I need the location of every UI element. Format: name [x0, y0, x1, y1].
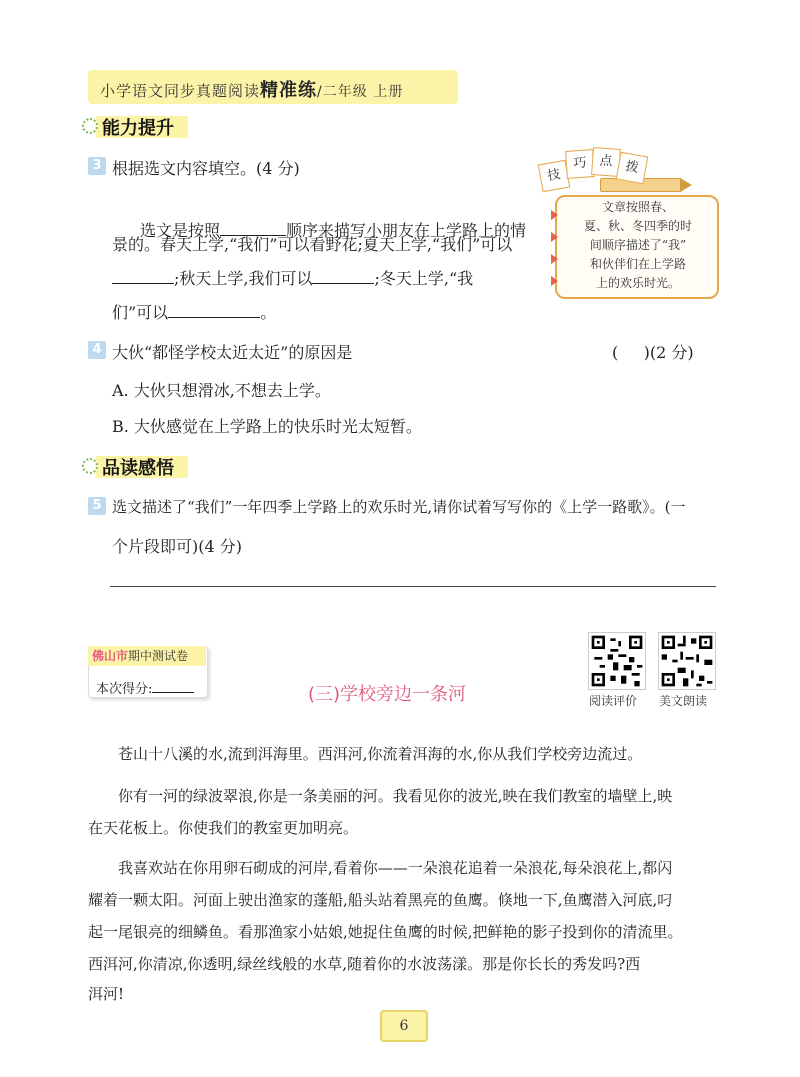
essay-paragraph-3-line-4: 西洱河,你清凉,你透明,绿丝线般的水草,随着你的水波荡漾。那是你长长的秀发吗?西	[88, 955, 641, 973]
question-5-prompt-line-1: 选文描述了“我们”一年四季上学路上的欢乐时光,请你试着写写你的《上学一路歌》。(一	[112, 498, 686, 516]
answer-blank-4[interactable]	[168, 301, 260, 318]
essay-paragraph-3-line-3: 起一尾银亮的细鳞鱼。看那渔家小姑娘,她捉住鱼鹰的时候,把鲜艳的影子投到你的清流里。	[88, 923, 683, 941]
tip-line-1: 文章按照春、	[601, 200, 674, 214]
q3-line1-b: 顺序来描写小朋友在上学路上的情	[286, 221, 527, 240]
question-number-5: 5	[88, 497, 106, 515]
essay-paragraph-3-line-2: 耀着一颗太阳。河面上驶出渔家的蓬船,船头站着黑亮的鱼鹰。倏地一下,鱼鹰潜入河底,叼	[88, 891, 673, 909]
tip-tag-4: 拨	[616, 152, 648, 184]
exam-city: 佛山市	[92, 649, 129, 663]
qr-code-reading[interactable]	[658, 632, 716, 690]
score-field[interactable]	[96, 676, 194, 697]
tip-line-2: 夏、秋、冬四季的时	[583, 219, 692, 233]
question-number-3: 3	[88, 157, 106, 175]
q3-line1-a: 选文是按照	[140, 221, 221, 240]
tip-tag-3: 点	[591, 147, 621, 177]
q3-line3-a: ;秋天上学,我们可以	[174, 269, 313, 288]
tip-line-5: 上的欢乐时光。	[595, 276, 680, 290]
essay-paragraph-1: 苍山十八溪的水,流到洱海里。西洱河,你流着洱海的水,你从我们学校旁边流过。	[118, 745, 643, 763]
essay-paragraph-3-line-1: 我喜欢站在你用卵石砌成的河岸,看着你——一朵浪花追着一朵浪花,每朵浪花上,都闪	[118, 859, 673, 877]
tip-decoration-icon	[551, 232, 558, 242]
tip-tag-1: 技	[538, 160, 570, 192]
question-4-answer-slot[interactable]: ( )(2 分)	[612, 343, 694, 362]
qr-code-icon	[589, 633, 645, 689]
q3-line2: 景的。春天上学,“我们”可以看野花;夏天上学,“我们”可以	[112, 235, 513, 254]
qr-code-review[interactable]	[588, 632, 646, 690]
qr-code-icon	[659, 633, 715, 689]
question-3-prompt: 根据选文内容填空。(4 分)	[112, 159, 300, 178]
q3-line4-b: 。	[260, 303, 277, 322]
tip-tag-2: 巧	[565, 149, 595, 179]
gear-icon	[82, 458, 98, 474]
header-volume: 上册	[373, 84, 404, 100]
answer-blank-3[interactable]	[312, 267, 374, 284]
header-grade: /二年级	[317, 84, 368, 100]
header-title	[100, 76, 404, 102]
header-series: 小学语文同步真题阅读	[100, 82, 261, 100]
essay-paragraph-2-line-2: 在天花板上。你使我们的教室更加明亮。	[88, 819, 359, 837]
tip-line-4: 和伙伴们在上学路	[589, 257, 686, 271]
tip-decoration-icon	[551, 210, 558, 220]
answer-blank-2[interactable]	[112, 267, 174, 284]
question-4-prompt: 大伙“都怪学校太近太近”的原因是	[112, 343, 353, 362]
exam-type: 期中测试卷	[128, 649, 189, 663]
score-label: 本次得分:	[96, 682, 153, 697]
question-3-line-3	[112, 266, 473, 289]
qr-label-review: 阅读评价	[589, 694, 638, 708]
page-number: 6	[380, 1010, 428, 1042]
qr-label-reading: 美文朗读	[659, 694, 708, 708]
exam-tag	[88, 646, 206, 666]
gear-icon	[82, 118, 98, 134]
question-3-line-2	[112, 232, 512, 255]
question-4-option-a[interactable]: A. 大伙只想滑冰,不想去上学。	[112, 381, 331, 400]
tip-line-3: 间顺序描述了“我”	[589, 238, 687, 252]
tip-decoration-icon	[551, 276, 558, 286]
answer-line[interactable]	[110, 586, 716, 587]
section-title-ability: 能力提升	[102, 118, 174, 139]
essay-title: (三)学校旁边一条河	[308, 684, 467, 705]
question-4-option-b[interactable]: B. 大伙感觉在上学路上的快乐时光太短暂。	[112, 417, 422, 436]
question-5-prompt-line-2: 个片段即可)(4 分)	[112, 537, 242, 556]
question-number-4: 4	[88, 341, 106, 359]
section-title-appreciation: 品读感悟	[102, 458, 174, 479]
pencil-tip-icon	[680, 178, 692, 192]
q3-line3-b: ;冬天上学,“我	[374, 269, 474, 288]
essay-paragraph-3-line-5: 洱河!	[88, 985, 125, 1003]
q3-line4-a: 们”可以	[112, 303, 169, 322]
tip-decoration-icon	[551, 254, 558, 264]
essay-paragraph-2-line-1: 你有一河的绿波翠浪,你是一条美丽的河。我看见你的波光,映在我们教室的墙壁上,映	[118, 787, 673, 805]
score-blank[interactable]	[152, 676, 194, 693]
question-3-line-4	[112, 300, 276, 323]
header-brand: 精准练	[260, 80, 318, 101]
